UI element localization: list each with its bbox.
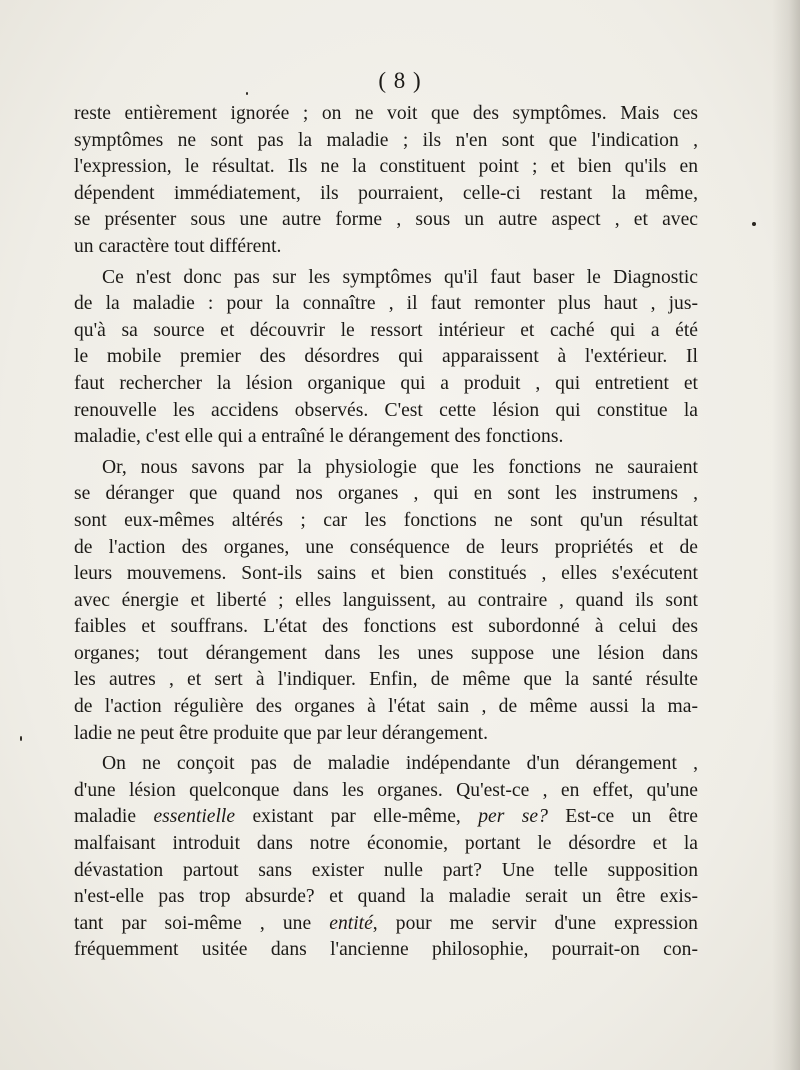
text-line: faut rechercher la lésion organique qui a produit , qui entretient et: [74, 372, 698, 394]
text-line: renouvelle les accidens observés. C'est cette lésion qui constitue la: [74, 399, 698, 421]
text-line: fréquemment usitée dans l'ancienne philosophie, pourrait-on con-: [74, 939, 698, 961]
text-line: dépendent immédiatement, ils pourraient, celle-ci restant la même,: [74, 182, 698, 204]
paragraph-3: [74, 455, 698, 748]
italic-term: entité: [329, 912, 373, 934]
text-line: qu'à sa source et découvrir le ressort intérieur et caché qui a été: [74, 319, 698, 341]
italic-term: per se?: [478, 806, 548, 828]
text-run: , pour me servir d'une expression: [372, 912, 698, 934]
body-text: [74, 101, 698, 964]
paragraph-4: [74, 751, 698, 964]
text-line: un caractère tout différent.: [74, 235, 282, 257]
text-line-with-italics: [74, 911, 698, 938]
text-line: d'une lésion quelconque dans les organes. Qu'est-ce , en effet, qu'une: [74, 779, 698, 801]
text-line: ladie ne peut être produite que par leur dérangement.: [74, 722, 489, 744]
text-line: Or, nous savons par la physiologie que les fonctions ne sauraient: [102, 456, 698, 478]
ink-speck: [752, 222, 756, 226]
text-line: On ne conçoit pas de maladie indépendante d'un dérangement ,: [102, 753, 698, 775]
text-line: de l'action régulière des organes à l'état sain , de même aussi la ma-: [74, 696, 698, 718]
page-number: ( 8 ): [378, 68, 422, 93]
text-line: se présenter sous une autre forme , sous un autre aspect , et avec: [74, 209, 698, 231]
page-edge-shadow: [772, 0, 800, 1070]
text-line: le mobile premier des désordres qui apparaissent à l'extérieur. Il: [74, 346, 698, 368]
text-line: maladie, c'est elle qui a entraîné le dérangement des fonctions.: [74, 426, 564, 448]
text-line: se déranger que quand nos organes , qui en sont les instrumens ,: [74, 483, 698, 505]
text-run: maladie: [74, 806, 154, 828]
paragraph-1: [74, 101, 698, 261]
text-line: malfaisant introduit dans notre économie, portant le désordre et la: [74, 833, 698, 855]
text-line: de la maladie : pour la connaître , il faut remonter plus haut , jus-: [74, 293, 698, 315]
text-line: les autres , et sert à l'indiquer. Enfin, de même que la santé résulte: [74, 669, 698, 691]
text-run: tant par soi-même , une: [74, 912, 330, 934]
text-line: sont eux-mêmes altérés ; car les fonctions ne sont qu'un résultat: [74, 509, 698, 531]
text-line: Ce n'est donc pas sur les symptômes qu'il faut baser le Diagnostic: [102, 266, 698, 288]
text-line: symptômes ne sont pas la maladie ; ils n'en sont que l'indication ,: [74, 129, 698, 151]
ink-speck: [20, 736, 22, 741]
text-line-with-italics: [74, 804, 698, 831]
text-line: faibles et souffrans. L'état des fonctions est subordonné à celui des: [74, 616, 698, 638]
ink-speck: [246, 92, 248, 95]
text-line: n'est-elle pas trop absurde? et quand la maladie serait un être exis-: [74, 886, 698, 908]
text-line: l'expression, le résultat. Ils ne la constituent point ; et bien qu'ils en: [74, 156, 698, 178]
text-line: de l'action des organes, une conséquence de leurs propriétés et de: [74, 536, 698, 558]
paragraph-2: [74, 265, 698, 451]
italic-term: essentielle: [153, 806, 236, 828]
text-line: avec énergie et liberté ; elles languissent, au contraire , quand ils sont: [74, 589, 698, 611]
text-run: existant par elle-même,: [235, 806, 479, 828]
text-run: Est-ce un être: [547, 806, 698, 828]
text-line: leurs mouvemens. Sont-ils sains et bien constitués , elles s'exécutent: [74, 563, 698, 585]
text-line: reste entièrement ignorée ; on ne voit que des symptômes. Mais ces: [74, 103, 698, 124]
text-line: organes; tout dérangement dans les unes suppose une lésion dans: [74, 642, 698, 664]
text-line: dévastation partout sans exister nulle part? Une telle supposition: [74, 859, 698, 881]
